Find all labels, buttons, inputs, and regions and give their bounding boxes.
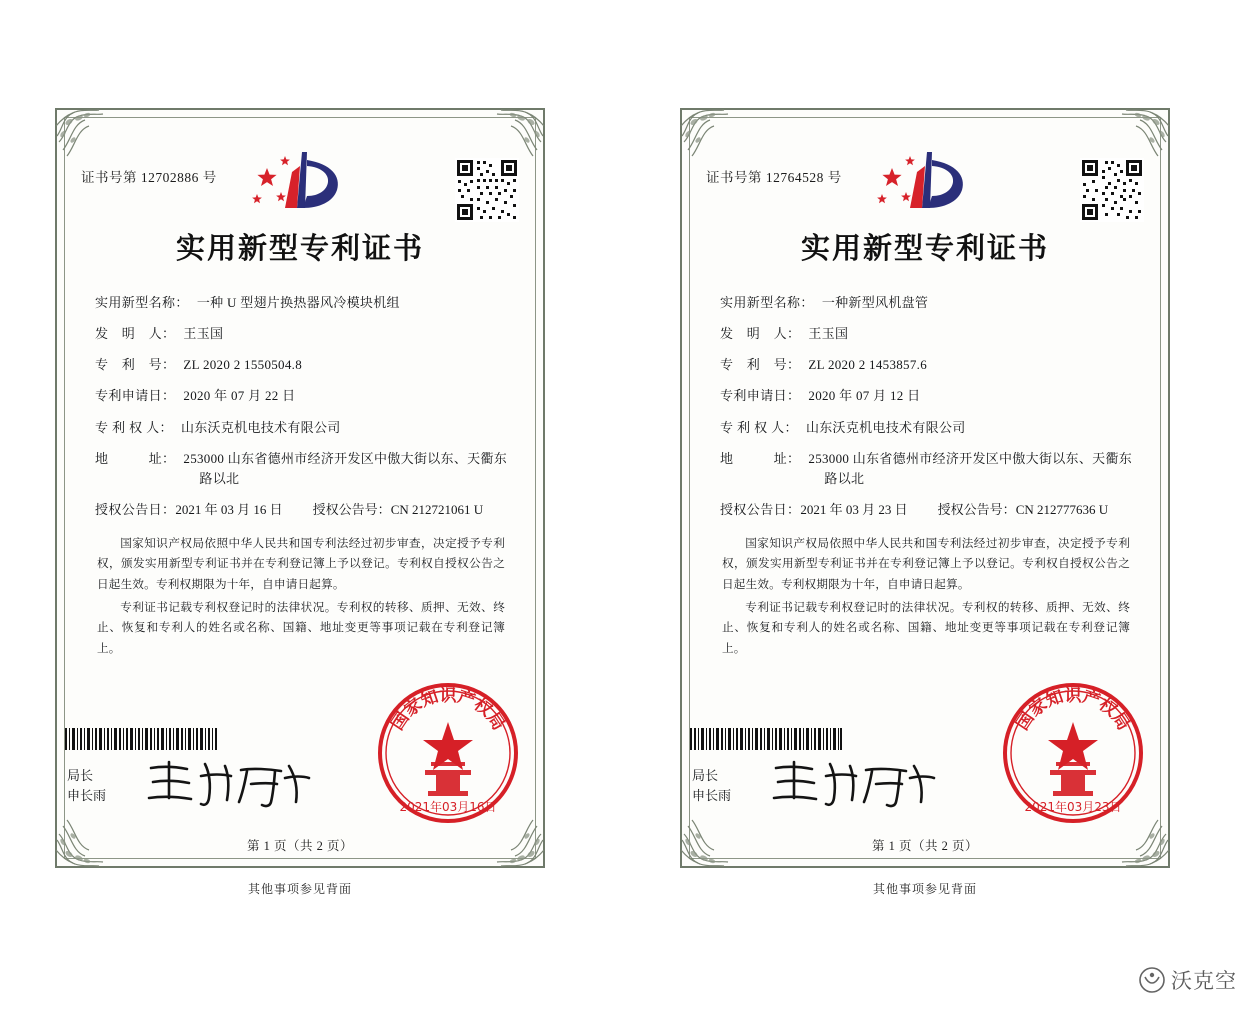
grant-date-value: 2021 年 03 月 16 日 [175,501,283,517]
cnipa-logo-icon [245,146,355,218]
address-line-2: 路以北 [824,470,865,486]
certificate-header [81,128,519,220]
body-paragraph-2: 专利证书记载专利权登记时的法律状况。专利权的转移、质押、无效、终止、恢复和专利人的姓名或名称、国籍、地址变更等事项记载在专利登记簿上。 [97,600,505,655]
official-seal [373,678,523,828]
field-patentee: 专 利 权 人： 山东沃克机电技术有限公司 [720,419,966,435]
field-application-date: 专利申请日： 2020 年 07 月 22 日 [95,388,296,404]
address-line-1: 253000 山东省德州市经济开发区中傲大街以东、天衢东 [183,450,508,466]
cnipa-logo-icon [870,146,980,218]
certificate-number: 证书号第 12764528 号 [706,170,842,185]
page-number: 第 1 页（共 2 页） [871,839,978,853]
signer-name: 申长雨 [67,787,107,803]
signer-block [692,766,731,806]
address-line-1: 253000 山东省德州市经济开发区中傲大街以东、天衢东 [808,450,1133,466]
body-paragraph-1: 国家知识产权局依照中华人民共和国专利法经过初步审查，决定授予专利权，颁发实用新型专利证书并在专利登记簿上予以登记。专利权自授权公告之日起生效。专利权期限为十年，自申请日起算。 [722,537,1130,591]
body-paragraph-2: 专利证书记载专利权登记时的法律状况。专利权的转移、质押、无效、终止、恢复和专利人的姓名或名称、国籍、地址变更等事项记载在专利登记簿上。 [722,600,1130,655]
certificate-body-text [81,534,519,659]
certificate-fields [81,293,519,520]
field-inventor: 发 明 人： 王玉国 [95,326,224,342]
grant-number-value: CN 212777636 U [1015,501,1109,517]
field-address: 地 址： 253000 山东省德州市经济开发区中傲大街以东、天衢东 路以北 [95,449,509,489]
grant-number-value: CN 212721061 U [390,501,484,517]
seal-agency-text: 国家知识产权局 [387,686,509,734]
field-patent-number: 专 利 号： ZL 2020 2 1550504.8 [95,357,303,373]
seal-agency-text: 国家知识产权局 [1012,686,1134,734]
seal-date: 2021年03月16日 [399,800,497,814]
signer-title: 局长 [692,767,719,783]
certificate-title: 实用新型专利证书 [175,231,424,265]
field-utility-model-name: 实用新型名称： 一种新型风机盘管 [720,295,929,310]
certificate-body-text [706,534,1144,659]
field-inventor: 发 明 人： 王玉国 [720,326,849,342]
barcode-icon [690,728,842,750]
grant-number-label: 授权公告号： [312,501,391,517]
certificate-left [55,108,545,868]
address-line-2: 路以北 [199,470,240,486]
field-grant-announcement: 授权公告日： 2021 年 03 月 23 日 授权公告号： CN 212777636 U [720,500,1134,520]
qr-code-icon [1080,158,1144,222]
field-application-date: 专利申请日： 2020 年 07 月 12 日 [720,388,921,404]
field-utility-model-name: 实用新型名称： 一种 U 型翅片换热器风冷模块机组 [95,295,400,310]
certificate-fields [706,293,1144,520]
field-grant-announcement: 授权公告日： 2021 年 03 月 16 日 授权公告号： CN 212721061 U [95,500,509,520]
signer-title: 局长 [67,767,94,783]
barcode-icon [65,728,217,750]
field-patentee: 专 利 权 人： 山东沃克机电技术有限公司 [95,419,341,435]
certificate-number: 证书号第 12702886 号 [81,170,217,185]
field-patent-number: 专 利 号： ZL 2020 2 1453857.6 [720,357,928,373]
grant-date-value: 2021 年 03 月 23 日 [800,501,908,517]
qr-code-icon [455,158,519,222]
official-seal [998,678,1148,828]
handwritten-signature-icon [768,758,938,810]
handwritten-signature-icon [143,758,313,810]
watermark-logo-icon [1139,967,1165,993]
field-address: 地 址： 253000 山东省德州市经济开发区中傲大街以东、天衢东 路以北 [720,449,1134,489]
seal-date: 2021年03月23日 [1024,800,1122,814]
page-number: 第 1 页（共 2 页） [246,839,353,853]
certificate-left-footnote: 其他事项参见背面 [247,882,352,896]
certificate-right [680,108,1170,868]
certificate-right-footnote: 其他事项参见背面 [872,882,977,896]
certificate-header [706,128,1144,220]
watermark-text: 沃克空 [1171,969,1237,993]
grant-number-label: 授权公告号： [937,501,1016,517]
signer-block [67,766,106,806]
watermark [1139,965,1237,995]
certificate-title: 实用新型专利证书 [800,231,1049,265]
body-paragraph-1: 国家知识产权局依照中华人民共和国专利法经过初步审查，决定授予专利权，颁发实用新型专利证书并在专利登记簿上予以登记。专利权自授权公告之日起生效。专利权期限为十年，自申请日起算。 [97,537,505,591]
signer-name: 申长雨 [692,787,732,803]
